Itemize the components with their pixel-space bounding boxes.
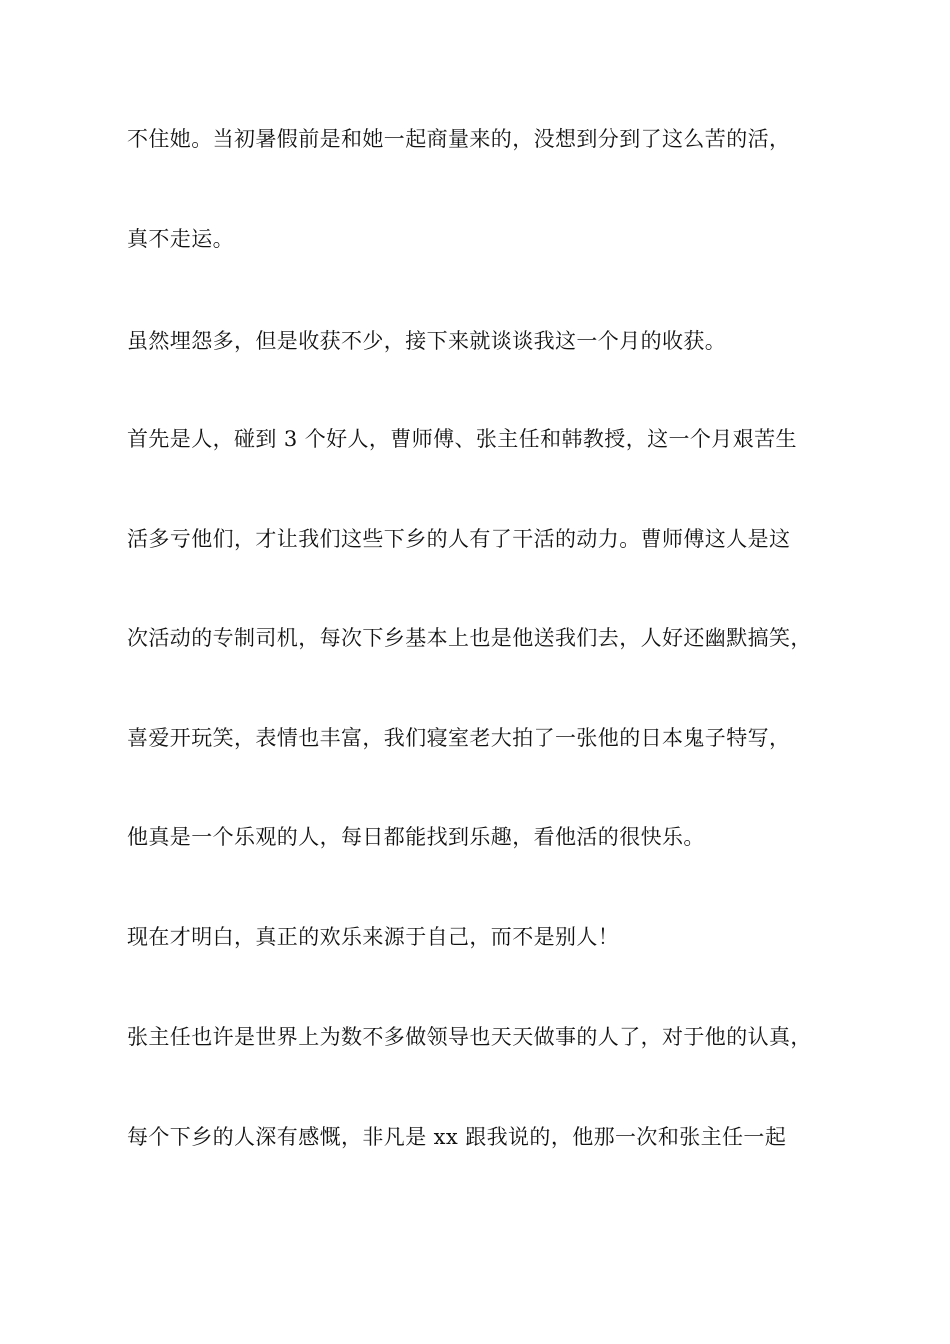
- text-line: 次活动的专制司机，每次下乡基本上也是他送我们去，人好还幽默搞笑，: [127, 626, 812, 650]
- text-line: 他真是一个乐观的人，每日都能找到乐趣，看他活的很快乐。: [127, 825, 705, 849]
- text-line: 喜爱开玩笑，表情也丰富，我们寝室老大拍了一张他的日本鬼子特写，: [127, 726, 791, 750]
- text-line: 每个下乡的人深有感慨，非凡是 xx 跟我说的，他那一次和张主任一起: [127, 1125, 787, 1149]
- text-line: 虽然埋怨多，但是收获不少，接下来就谈谈我这一个月的收获。: [127, 329, 727, 353]
- text-line: 活多亏他们，才让我们这些下乡的人有了干活的动力。曹师傅这人是这: [127, 527, 791, 551]
- text-line: 现在才明白，真正的欢乐来源于自己，而不是别人！: [127, 925, 620, 949]
- text-line: 不住她。当初暑假前是和她一起商量来的，没想到分到了这么苦的活，: [127, 127, 791, 151]
- text-line: 张主任也许是世界上为数不多做领导也天天做事的人了，对于他的认真，: [127, 1025, 812, 1049]
- text-line: 真不走运。: [127, 227, 234, 251]
- text-line: 首先是人，碰到 3 个好人，曹师傅、张主任和韩教授，这一个月艰苦生: [127, 427, 797, 451]
